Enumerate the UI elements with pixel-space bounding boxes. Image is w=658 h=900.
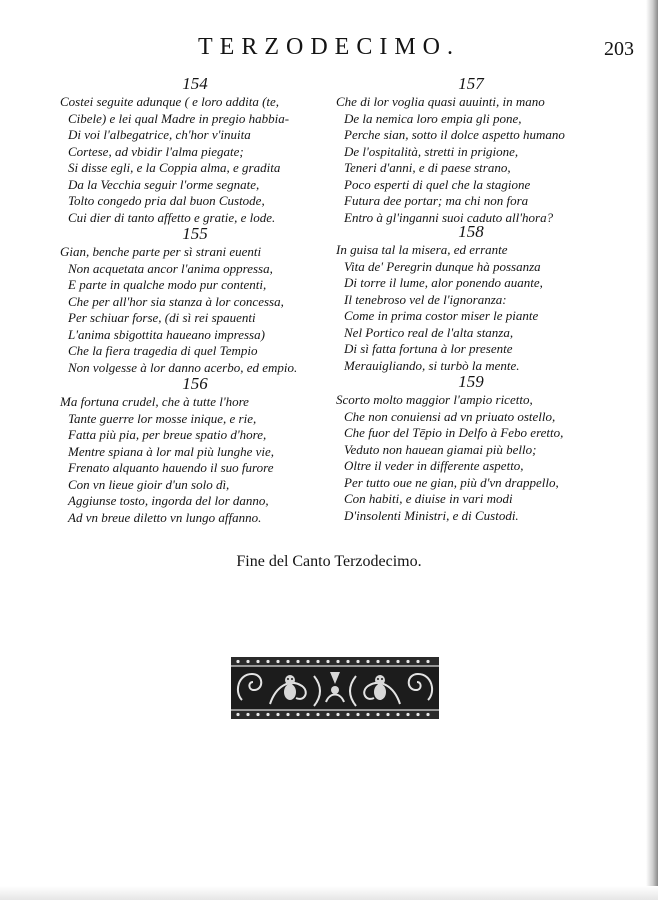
page-number: 203 <box>604 38 634 60</box>
stanza-number: 155 <box>182 224 208 243</box>
verse-line: Scorto molto maggior l'ampio ricetto, <box>336 392 533 407</box>
stanza-155 <box>60 224 330 376</box>
verse-line: Di sì fatta fortuna à lor presente <box>344 341 513 356</box>
stanza-157 <box>336 74 606 226</box>
verse-line: Con habiti, e diuise in vari modi <box>344 491 513 506</box>
verse-line: Perche sian, sotto il dolce aspetto humano <box>344 127 565 142</box>
woodcut-ornament-icon <box>230 656 440 720</box>
verse-line: Il tenebroso vel de l'ignoranza: <box>344 291 507 307</box>
verse-line: Come in prima costor miser le piante <box>344 308 539 323</box>
running-head-title: TERZODECIMO. <box>198 34 460 60</box>
stanza-158 <box>336 222 606 374</box>
verse-line: Merauigliando, si turbò la mente. <box>344 357 520 373</box>
verse-line: Aggiunse tosto, ingorda del lor danno, <box>68 493 269 508</box>
verse-line: Di voi l'albegatrice, ch'hor v'inuita <box>68 127 251 142</box>
verse-line: Tolto congedo pria dal buon Custode, <box>68 193 265 208</box>
verse-line: Entro à gl'inganni suoi caduto all'hora? <box>344 209 554 225</box>
stanza-156 <box>60 374 330 526</box>
page-edge-shadow <box>646 0 658 900</box>
verse-line: Costei seguite adunque ( e loro addita (te, <box>60 94 280 109</box>
verse-line: Che non conuiensi ad vn priuato ostello, <box>344 408 556 424</box>
verse-line: E parte in qualche modo pur contenti, <box>68 277 267 292</box>
verse-line: Vita de' Peregrin dunque hà possanza <box>344 258 541 274</box>
verse-line: Poco esperti di quel che la stagione <box>344 176 531 192</box>
stanza-154 <box>60 74 330 226</box>
verse-line: Che fuor del Tēpio in Delfo à Febo eretto, <box>344 425 564 440</box>
stanza-number: 159 <box>458 372 484 391</box>
verse-line: Tante guerre lor mosse inique, e rie, <box>68 410 257 426</box>
verse-line: Cibele) e lei qual Madre in pregio habbia- <box>68 110 290 126</box>
verse-line: Che per all'hor sia stanza à lor concessa, <box>68 293 284 309</box>
verse-line: In guisa tal la misera, ed errante <box>336 242 508 257</box>
verse-line: Cui dier di tanto affetto e gratie, e lode. <box>68 209 276 225</box>
canto-colophon: Fine del Canto Terzodecimo. <box>236 553 422 570</box>
verse-line: Fatta più pia, per breue spatio d'hore, <box>68 427 267 442</box>
verse-line: Per schiuar forse, (di sì rei spauenti <box>68 310 256 325</box>
verse-line: Nel Portico real de l'alta stanza, <box>344 324 514 340</box>
stanza-159 <box>336 372 606 524</box>
verse-line: Veduto non hauean giamai più bello; <box>344 441 537 457</box>
verse-line: Non volgesse à lor danno acerbo, ed empio. <box>68 359 298 375</box>
verse-line: L'anima sbigottita haueano impressa) <box>68 326 265 342</box>
verse-line: Da la Vecchia seguir l'orme segnate, <box>68 176 260 192</box>
stanza-number: 158 <box>458 222 484 241</box>
verse-line: De l'ospitalità, stretti in prigione, <box>344 143 519 159</box>
verse-line: Con vn lieue gioir d'un solo dì, <box>68 476 230 492</box>
verse-line: Teneri d'anni, e di paese strano, <box>344 160 511 175</box>
stanza-number: 154 <box>182 74 208 93</box>
verse-line: Oltre il veder in differente aspetto, <box>344 458 524 473</box>
verse-line: Che la fiera tragedia di quel Tempio <box>68 343 258 358</box>
verse-line: Non acquetata ancor l'anima oppressa, <box>68 260 273 276</box>
verse-line: De la nemica loro empia gli pone, <box>344 110 522 126</box>
verse-line: Futura dee portar; ma chi non fora <box>344 193 529 208</box>
verse-line: Frenato alquanto hauendo il suo furore <box>68 460 274 475</box>
stanza-number: 156 <box>182 374 208 393</box>
verse-line: Ma fortuna crudel, che à tutte l'hore <box>60 394 249 409</box>
verse-line: Gian, benche parte per sì strani euenti <box>60 244 262 259</box>
page-bottom-edge <box>0 886 658 900</box>
verse-line: Di torre il lume, alor ponendo auante, <box>344 275 543 290</box>
verse-line: Mentre spiana à lor mal più lunghe vie, <box>68 443 275 459</box>
verse-line: Ad vn breue diletto vn lungo affanno. <box>68 509 262 525</box>
verse-line: D'insolenti Ministri, e di Custodi. <box>344 507 519 523</box>
verse-line: Per tutto oue ne gian, più d'vn drappello, <box>344 474 559 490</box>
verse-line: Cortese, ad vbidir l'alma piegate; <box>68 143 244 159</box>
verse-line: Che di lor voglia quasi auuinti, in mano <box>336 94 545 109</box>
verse-line: Si disse egli, e la Coppia alma, e gradita <box>68 160 281 175</box>
stanza-number: 157 <box>458 74 484 93</box>
